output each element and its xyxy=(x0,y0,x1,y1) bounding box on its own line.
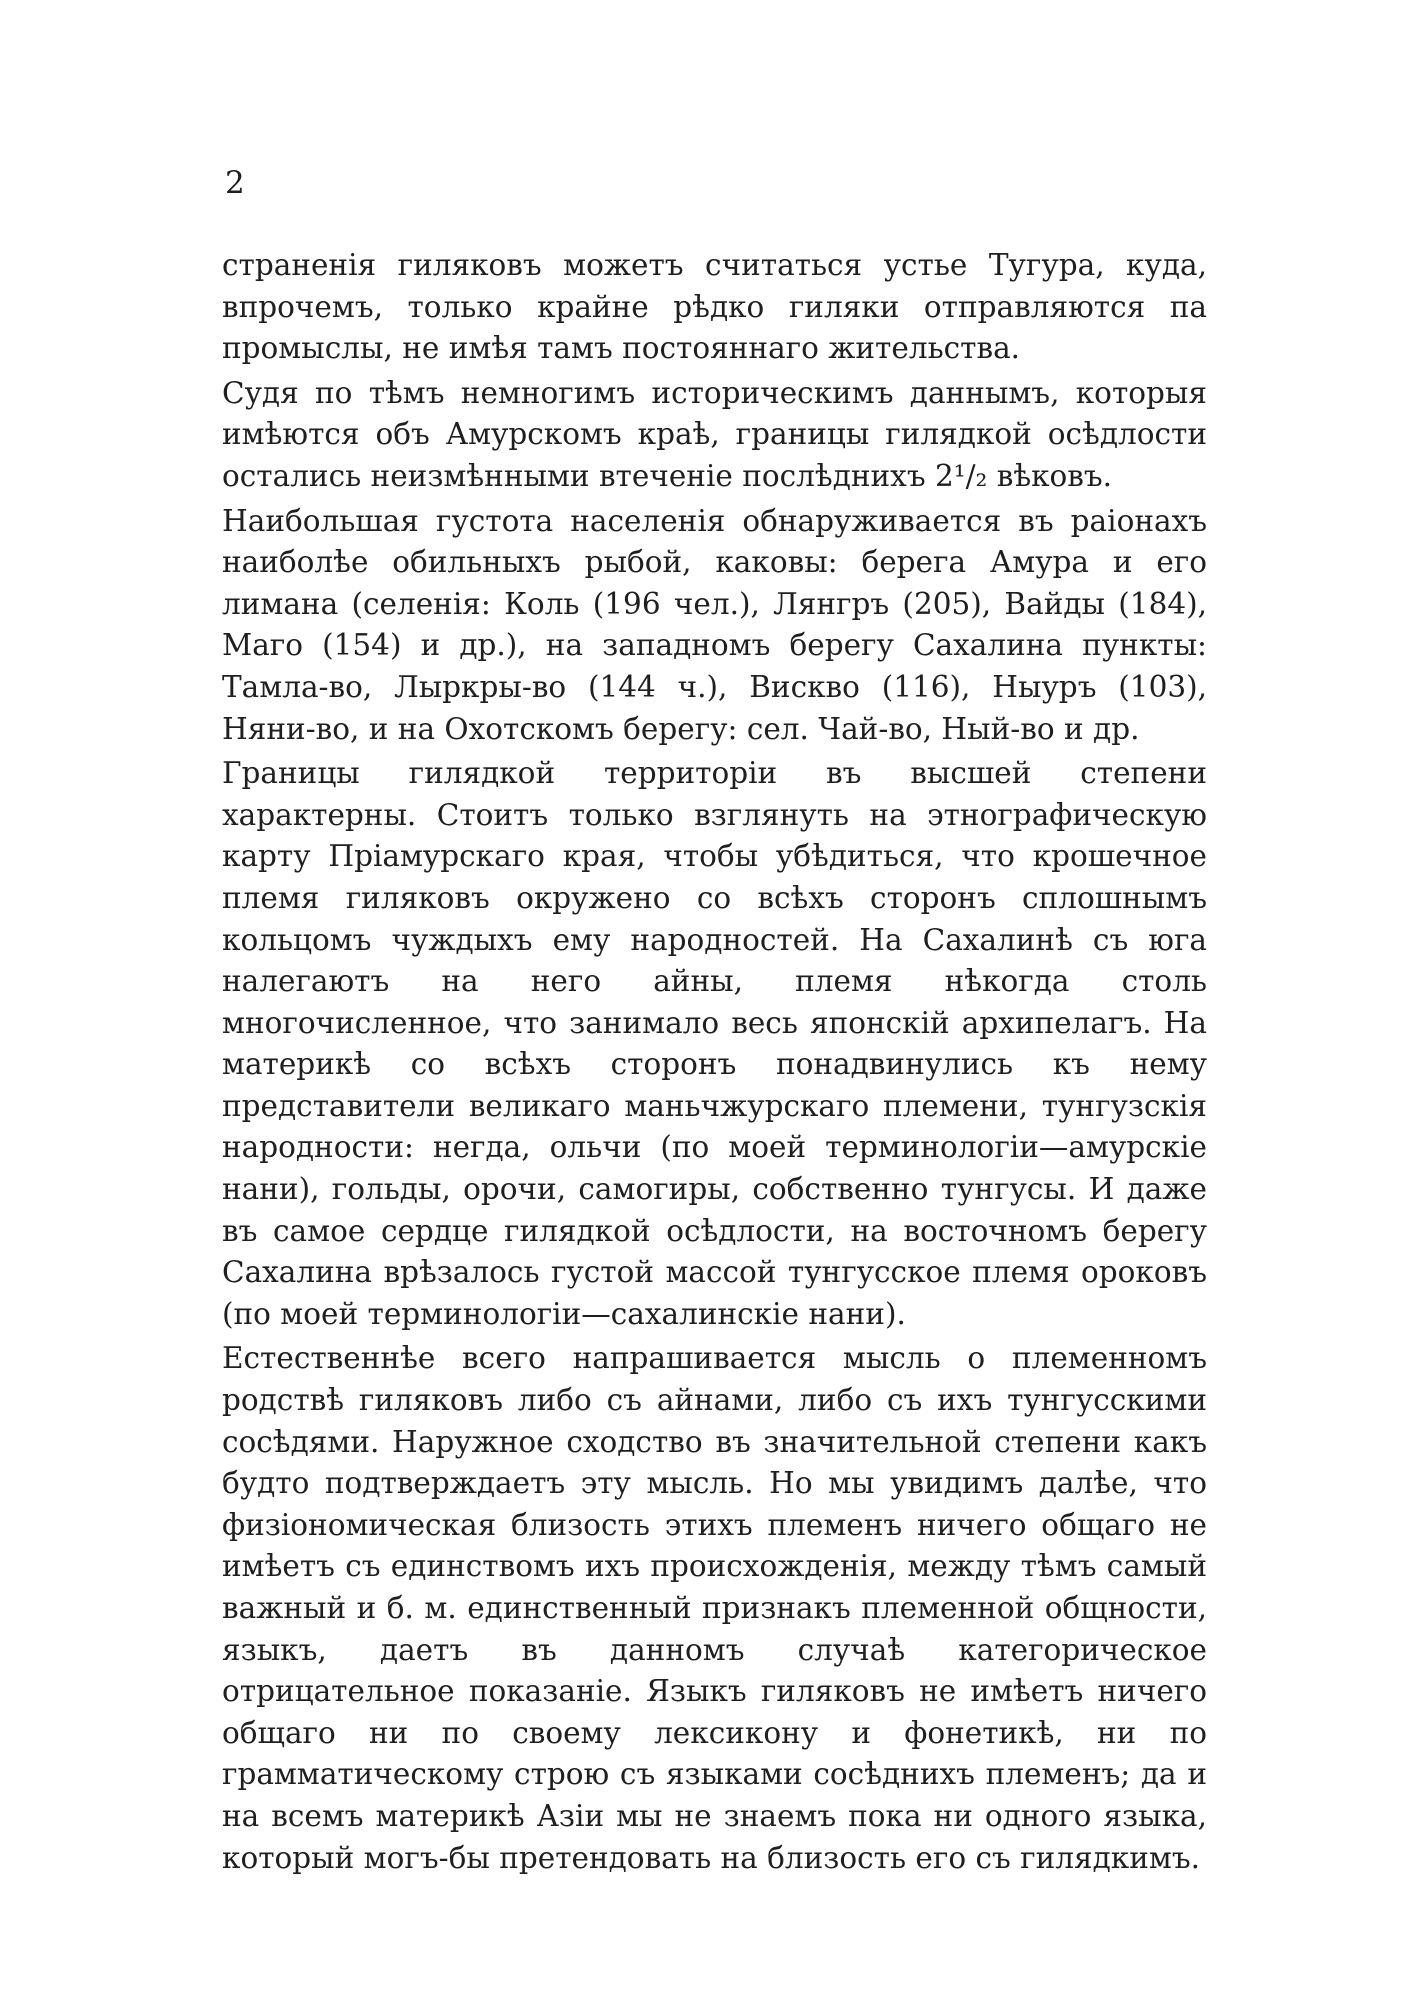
body-text xyxy=(222,245,1207,1879)
paragraph-4: Границы гилядкой территоріи въ высшей степени характерны. Стоитъ только взглянуть на этнографическую карту Пріамурскаго края, чтобы убѣдиться, что крошечное племя гиляковъ окружено со всѣхъ сторонъ сплошнымъ кольцомъ чуждыхъ ему народностей. На Сахалинѣ съ юга налегаютъ на него айны, племя нѣкогда столь многочисленное, что занимало весь японскій архипелагъ. На материкѣ со всѣхъ сторонъ понадвинулись къ нему представители великаго маньчжурскаго племени, тунгузскія народности: негда, ольчи (по моей терминологіи—амурскіе нани), гольды, орочи, самогиры, собственно тунгусы. И даже въ самое сердце гилядкой осѣдлости, на восточномъ берегу Сахалина врѣзалось густой массой тунгусское племя ороковъ (по моей терминологіи—сахалинскіе нани). xyxy=(222,756,1207,1331)
paragraph-1: страненія гиляковъ можетъ считаться устье Тугура, куда, впрочемъ, только крайне рѣдко гиляки отправляются па промыслы, не имѣя тамъ постояннаго жительства. xyxy=(222,248,1207,366)
paragraph-5: Естественнѣе всего напрашивается мысль о племенномъ родствѣ гиляковъ либо съ айнами, либо съ ихъ тунгусскими сосѣдями. Наружное сходство въ значительной степени какъ будто подтверждаетъ эту мысль. Но мы увидимъ далѣе, что физіономическая близость этихъ племенъ ничего общаго не имѣетъ съ единствомъ ихъ происхожденія, между тѣмъ самый важный и б. м. единственный признакъ племенной общности, языкъ, даетъ въ данномъ случаѣ категорическое отрицательное показаніе. Языкъ гиляковъ не имѣетъ ничего общаго ни по своему лексикону и фонетикѣ, ни по грамматическому строю съ языками сосѣднихъ племенъ; да и на всемъ материкѣ Азіи мы не знаемъ пока ни одного языка, который могъ-бы претендовать на близость его съ гилядкимъ. xyxy=(222,1341,1207,1875)
paragraph-3: Наибольшая густота населенія обнаруживается въ раіонахъ наиболѣе обильныхъ рыбой, каковы: берега Амура и его лимана (селенія: Коль (196 чел.), Лянгръ (205), Вайды (184), Маго (154) и др.), на западномъ берегу Сахалина пункты: Тамла-во, Лыркры-во (144 ч.), Виcкво (116), Ныуръ (103), Няни-во, и на Охотскомъ берегу: сел. Чай-во, Ный-во и др. xyxy=(222,503,1207,746)
paragraph-2: Судя по тѣмъ немногимъ историческимъ даннымъ, которыя имѣются объ Амурскомъ краѣ, границы гилядкой осѣдлости остались неизмѣнными втеченіе послѣднихъ 2¹/₂ вѣковъ. xyxy=(222,375,1207,493)
page-number: 2 xyxy=(225,165,245,201)
